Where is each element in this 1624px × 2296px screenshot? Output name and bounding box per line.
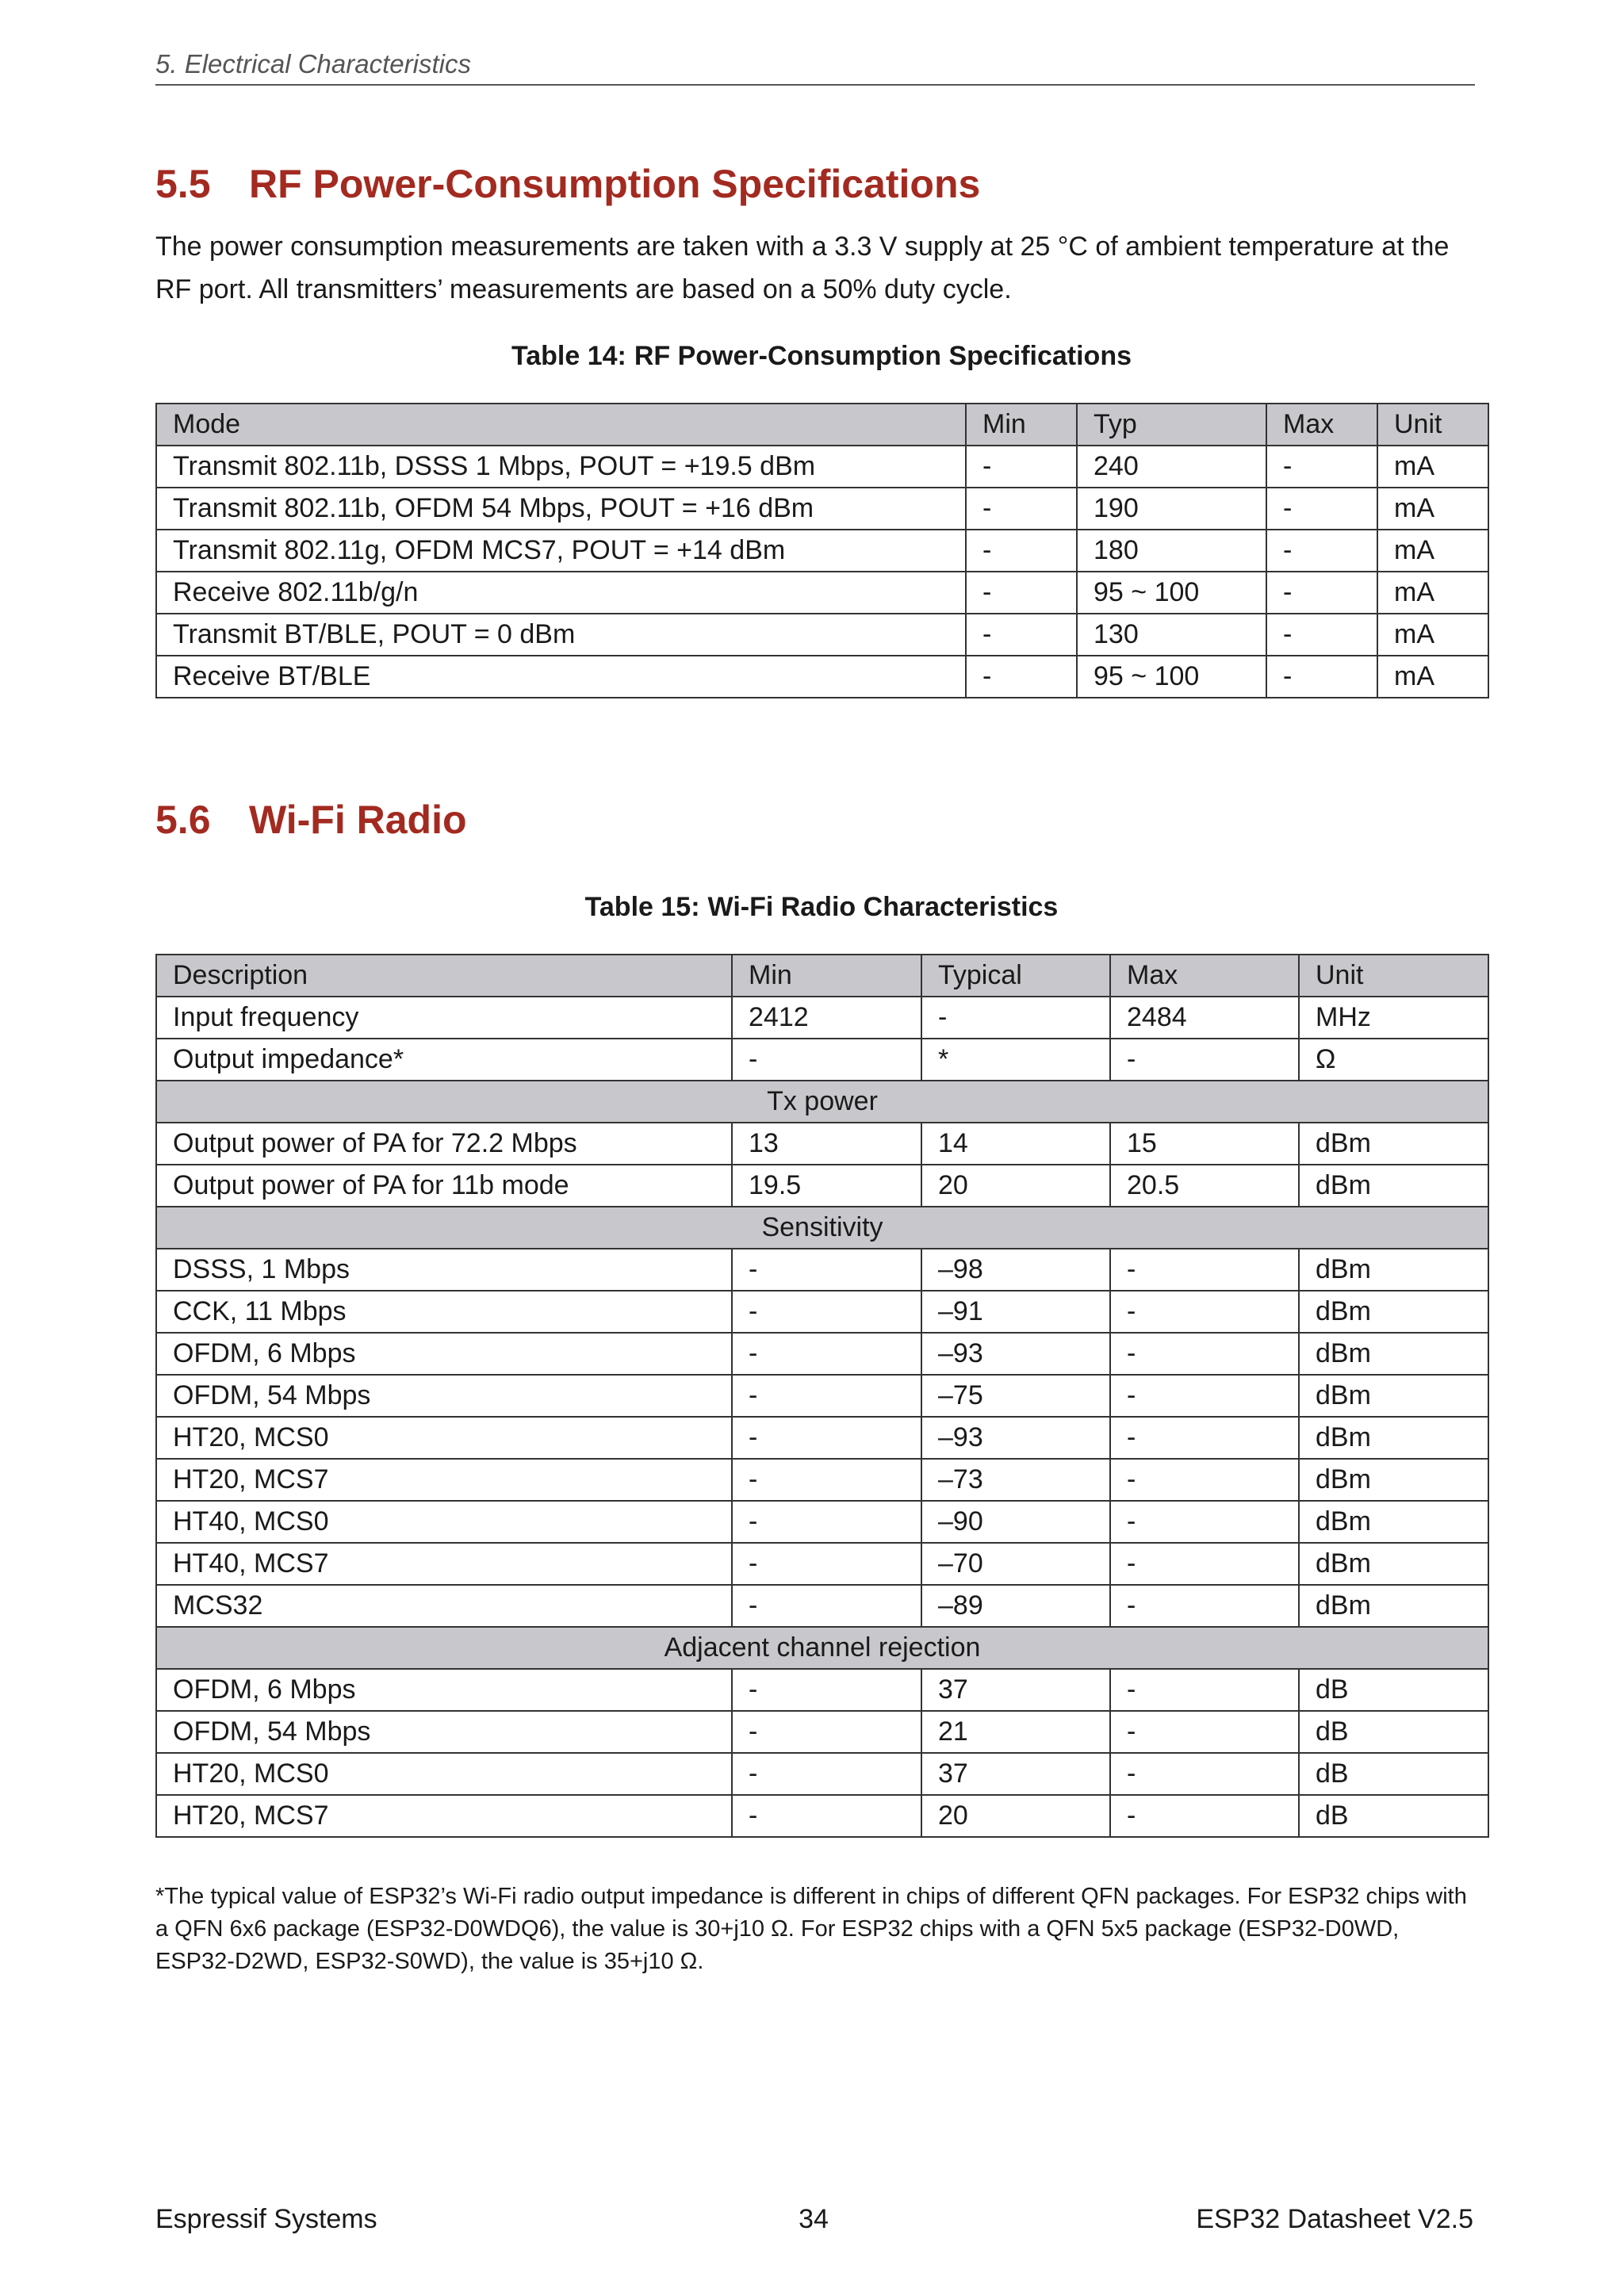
table-cell: - xyxy=(732,1333,921,1375)
table-cell: - xyxy=(732,1291,921,1333)
table-row xyxy=(156,1795,1488,1837)
footer-document-title: ESP32 Datasheet V2.5 xyxy=(1196,2204,1473,2234)
table-cell: –89 xyxy=(921,1585,1110,1627)
table-cell: - xyxy=(1110,1039,1299,1081)
table-cell: - xyxy=(732,1795,921,1837)
table-cell: –93 xyxy=(921,1333,1110,1375)
footer-company: Espressif Systems xyxy=(155,2204,377,2234)
table-row xyxy=(156,1333,1488,1375)
table-cell: - xyxy=(732,1459,921,1501)
section-number: 5.5 xyxy=(155,162,211,206)
table-cell: Output power of PA for 72.2 Mbps xyxy=(156,1123,732,1165)
table-cell: - xyxy=(966,656,1077,698)
table-row xyxy=(156,1585,1488,1627)
table-cell: dBm xyxy=(1299,1375,1488,1417)
table-cell: - xyxy=(732,1753,921,1795)
table-cell: - xyxy=(1110,1669,1299,1711)
table14-caption-text: RF Power-Consumption Specifications xyxy=(634,341,1132,371)
table-cell: 37 xyxy=(921,1669,1110,1711)
table-cell: Transmit 802.11g, OFDM MCS7, POUT = +14 dBm xyxy=(156,530,966,572)
table-cell: - xyxy=(732,1417,921,1459)
table-cell: dB xyxy=(1299,1753,1488,1795)
column-header: Min xyxy=(732,955,921,997)
table-cell: dB xyxy=(1299,1669,1488,1711)
table-cell: –73 xyxy=(921,1459,1110,1501)
table-cell: OFDM, 6 Mbps xyxy=(156,1333,732,1375)
table-row xyxy=(156,1123,1488,1165)
table-cell: - xyxy=(966,446,1077,488)
table-cell: 15 xyxy=(1110,1123,1299,1165)
table-cell: OFDM, 54 Mbps xyxy=(156,1711,732,1753)
table-cell: mA xyxy=(1377,446,1488,488)
table-cell: 130 xyxy=(1077,614,1266,656)
table-cell: - xyxy=(732,1375,921,1417)
table-cell: –93 xyxy=(921,1417,1110,1459)
table-cell: - xyxy=(732,1039,921,1081)
table-row xyxy=(156,1291,1488,1333)
table-header-row xyxy=(156,955,1488,997)
table-cell: dBm xyxy=(1299,1249,1488,1291)
table-cell: HT40, MCS0 xyxy=(156,1501,732,1543)
table-15-wifi-radio xyxy=(155,954,1489,1838)
table-row xyxy=(156,488,1488,530)
table-cell: - xyxy=(966,530,1077,572)
table-cell: - xyxy=(1110,1375,1299,1417)
table-cell: 190 xyxy=(1077,488,1266,530)
table-cell: - xyxy=(1110,1249,1299,1291)
table-cell: mA xyxy=(1377,488,1488,530)
table-cell: Transmit BT/BLE, POUT = 0 dBm xyxy=(156,614,966,656)
table-cell: dBm xyxy=(1299,1585,1488,1627)
table-14-rf-power xyxy=(155,403,1489,698)
table-row xyxy=(156,1165,1488,1207)
column-header: Mode xyxy=(156,404,966,446)
table-cell: dBm xyxy=(1299,1333,1488,1375)
table-cell: 21 xyxy=(921,1711,1110,1753)
table-cell: - xyxy=(1110,1795,1299,1837)
table-cell: Transmit 802.11b, DSSS 1 Mbps, POUT = +19.5 dBm xyxy=(156,446,966,488)
table-row xyxy=(156,1669,1488,1711)
table-cell: dBm xyxy=(1299,1543,1488,1585)
table15-caption-text: Wi-Fi Radio Characteristics xyxy=(707,892,1059,922)
table-cell: - xyxy=(1110,1753,1299,1795)
table-cell: mA xyxy=(1377,614,1488,656)
table-cell: - xyxy=(1110,1333,1299,1375)
table-cell: - xyxy=(966,614,1077,656)
table-row xyxy=(156,446,1488,488)
table-row xyxy=(156,1501,1488,1543)
table-cell: - xyxy=(1266,530,1377,572)
table-row xyxy=(156,1039,1488,1081)
table-cell: - xyxy=(1110,1459,1299,1501)
table-cell: HT20, MCS0 xyxy=(156,1417,732,1459)
table-row xyxy=(156,997,1488,1039)
column-header: Unit xyxy=(1377,404,1488,446)
table-cell: OFDM, 6 Mbps xyxy=(156,1669,732,1711)
group-label: Sensitivity xyxy=(156,1207,1488,1249)
table-row xyxy=(156,1417,1488,1459)
table-row xyxy=(156,1249,1488,1291)
table-cell: - xyxy=(966,488,1077,530)
table-cell: Ω xyxy=(1299,1039,1488,1081)
intro-paragraph: The power consumption measurements are taken with a 3.3 V supply at 25 °C of ambient temperature at the RF port. All transmitters’ measurements are based on a 50% duty cycle. xyxy=(155,232,1450,304)
table-cell: - xyxy=(732,1711,921,1753)
section-heading-5-5 xyxy=(155,161,980,207)
table-cell: –91 xyxy=(921,1291,1110,1333)
table-cell: 95 ~ 100 xyxy=(1077,656,1266,698)
section-title-text: RF Power-Consumption Specifications xyxy=(249,162,981,206)
table-cell: 20.5 xyxy=(1110,1165,1299,1207)
table-cell: dBm xyxy=(1299,1417,1488,1459)
table-cell: - xyxy=(1266,656,1377,698)
table-cell: dBm xyxy=(1299,1123,1488,1165)
table-cell: HT20, MCS0 xyxy=(156,1753,732,1795)
table-cell: Transmit 802.11b, OFDM 54 Mbps, POUT = +16 dBm xyxy=(156,488,966,530)
table-cell: OFDM, 54 Mbps xyxy=(156,1375,732,1417)
table-cell: 13 xyxy=(732,1123,921,1165)
table-cell: - xyxy=(1110,1501,1299,1543)
table-cell: - xyxy=(1110,1417,1299,1459)
table-cell: 20 xyxy=(921,1165,1110,1207)
table-cell: MHz xyxy=(1299,997,1488,1039)
table-row xyxy=(156,1375,1488,1417)
table-header-row xyxy=(156,404,1488,446)
table-cell: dBm xyxy=(1299,1501,1488,1543)
group-label: Adjacent channel rejection xyxy=(156,1627,1488,1669)
table15-caption-number: Table 15: xyxy=(584,892,700,922)
table-cell: CCK, 11 Mbps xyxy=(156,1291,732,1333)
table-row xyxy=(156,1753,1488,1795)
table-row xyxy=(156,572,1488,614)
group-label: Tx power xyxy=(156,1081,1488,1123)
table-row xyxy=(156,656,1488,698)
table-cell: –98 xyxy=(921,1249,1110,1291)
table-cell: 95 ~ 100 xyxy=(1077,572,1266,614)
table-cell: - xyxy=(1266,446,1377,488)
table-cell: - xyxy=(1266,488,1377,530)
table-cell: Receive 802.11b/g/n xyxy=(156,572,966,614)
section-number: 5.6 xyxy=(155,798,211,842)
table-cell: - xyxy=(1110,1711,1299,1753)
table-row xyxy=(156,1543,1488,1585)
table-row xyxy=(156,1459,1488,1501)
column-header: Min xyxy=(966,404,1077,446)
table-cell: * xyxy=(921,1039,1110,1081)
table-row xyxy=(156,614,1488,656)
group-header-adjacent-channel-rejection xyxy=(156,1627,1488,1669)
table-cell: - xyxy=(1266,614,1377,656)
group-header-tx-power xyxy=(156,1081,1488,1123)
table-cell: –70 xyxy=(921,1543,1110,1585)
table-cell: - xyxy=(1266,572,1377,614)
table-cell: –75 xyxy=(921,1375,1110,1417)
section-title-text: Wi-Fi Radio xyxy=(249,798,467,842)
column-header: Unit xyxy=(1299,955,1488,997)
table-cell: 37 xyxy=(921,1753,1110,1795)
impedance-footnote: *The typical value of ESP32’s Wi-Fi radio output impedance is different in chips of different QFN packages. For ESP32 chips with a QFN 6x6 package (ESP32-D0WDQ6), the value is 30+j10 Ω. For ESP32 chips with a QFN 5x5 package (ESP32-D0WD, ESP32-D2WD, ESP32-S0WD), the value is 35+j10 Ω. xyxy=(155,1884,1467,1974)
column-header: Max xyxy=(1110,955,1299,997)
group-header-sensitivity xyxy=(156,1207,1488,1249)
table-cell: 240 xyxy=(1077,446,1266,488)
table-cell: HT40, MCS7 xyxy=(156,1543,732,1585)
table-cell: dBm xyxy=(1299,1291,1488,1333)
table-cell: - xyxy=(1110,1585,1299,1627)
table-cell: dBm xyxy=(1299,1165,1488,1207)
table-cell: - xyxy=(921,997,1110,1039)
table-cell: - xyxy=(732,1585,921,1627)
table-cell: - xyxy=(732,1543,921,1585)
table-cell: 19.5 xyxy=(732,1165,921,1207)
table-cell: mA xyxy=(1377,572,1488,614)
table-cell: 2412 xyxy=(732,997,921,1039)
footer-page-number: 34 xyxy=(799,2204,829,2234)
table-cell: mA xyxy=(1377,530,1488,572)
table-cell: mA xyxy=(1377,656,1488,698)
table-cell: DSSS, 1 Mbps xyxy=(156,1249,732,1291)
table-cell: HT20, MCS7 xyxy=(156,1795,732,1837)
table-cell: Output impedance* xyxy=(156,1039,732,1081)
table-cell: dBm xyxy=(1299,1459,1488,1501)
column-header: Typical xyxy=(921,955,1110,997)
table15-caption xyxy=(155,892,1488,923)
table-cell: 2484 xyxy=(1110,997,1299,1039)
table-cell: dB xyxy=(1299,1711,1488,1753)
table-cell: Output power of PA for 11b mode xyxy=(156,1165,732,1207)
table-cell: 20 xyxy=(921,1795,1110,1837)
table-cell: - xyxy=(1110,1543,1299,1585)
table-cell: - xyxy=(1110,1291,1299,1333)
column-header: Typ xyxy=(1077,404,1266,446)
table-cell: - xyxy=(732,1501,921,1543)
table-cell: Input frequency xyxy=(156,997,732,1039)
column-header: Max xyxy=(1266,404,1377,446)
section-heading-5-6 xyxy=(155,797,467,843)
table-cell: - xyxy=(732,1249,921,1291)
table-cell: - xyxy=(732,1669,921,1711)
table-cell: dB xyxy=(1299,1795,1488,1837)
table14-caption xyxy=(155,341,1488,372)
table14-caption-number: Table 14: xyxy=(511,341,626,371)
table-cell: - xyxy=(966,572,1077,614)
table-cell: 14 xyxy=(921,1123,1110,1165)
table-cell: HT20, MCS7 xyxy=(156,1459,732,1501)
column-header: Description xyxy=(156,955,732,997)
running-header: 5. Electrical Characteristics xyxy=(155,49,1475,86)
table-cell: MCS32 xyxy=(156,1585,732,1627)
table-cell: 180 xyxy=(1077,530,1266,572)
table-cell: –90 xyxy=(921,1501,1110,1543)
table-cell: Receive BT/BLE xyxy=(156,656,966,698)
table-row xyxy=(156,530,1488,572)
table-row xyxy=(156,1711,1488,1753)
